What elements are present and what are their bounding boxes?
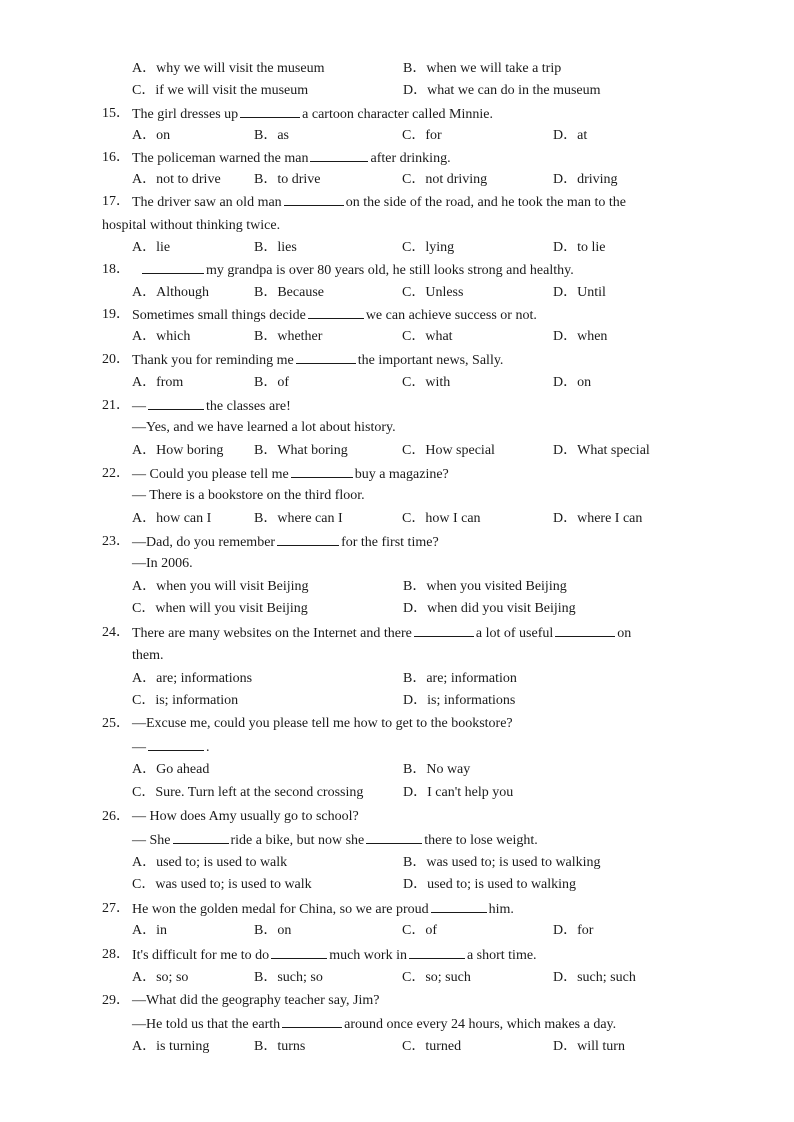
q27-option-a: A．in xyxy=(132,923,167,938)
q24-option-b: B．are; information xyxy=(403,671,517,686)
answer-blank xyxy=(240,103,300,118)
q25-stem xyxy=(0,713,794,735)
q20-options xyxy=(0,372,794,394)
q23-reply-text: —In 2006. xyxy=(132,556,193,571)
q22-option-a: A．how can I xyxy=(132,511,212,526)
q27-option-d: D．for xyxy=(553,923,594,938)
q25-reply-text: — . xyxy=(132,736,210,759)
q29-option-b: B．turns xyxy=(254,1039,306,1054)
q14-option-a: A．why we will visit the museum xyxy=(132,61,325,76)
q26-options-row2 xyxy=(0,874,794,896)
q22-option-c: C．how I can xyxy=(402,511,481,526)
q19-option-a: A．which xyxy=(132,329,191,344)
q24-option-a: A．are; informations xyxy=(132,671,253,686)
q14-options-row2 xyxy=(0,80,794,102)
q29-option-c: C．turned xyxy=(402,1039,462,1054)
q14-options-row1 xyxy=(0,58,794,80)
answer-blank xyxy=(555,622,615,637)
q16-option-d: D．driving xyxy=(553,172,618,187)
q24-option-d: D．is; informations xyxy=(403,693,516,708)
q27-option-c: C．of xyxy=(402,923,437,938)
q27-options xyxy=(0,920,794,942)
q16-option-c: C．not driving xyxy=(402,172,488,187)
q17-stem xyxy=(0,191,794,213)
q17-text-continued: hospital without thinking twice. xyxy=(102,218,281,233)
q20-number: 20． xyxy=(102,352,130,367)
q28-option-a: A．so; so xyxy=(132,970,189,985)
q26-reply-text: — She ride a bike, but now she there to lose weight. xyxy=(132,829,538,852)
q23-number: 23． xyxy=(102,534,130,549)
answer-blank xyxy=(291,463,353,478)
q17-stem-continued xyxy=(0,215,794,237)
q20-text: Thank you for reminding me the important news, Sally. xyxy=(132,349,503,372)
q29-options xyxy=(0,1036,794,1058)
q22-text: — Could you please tell me buy a magazine? xyxy=(132,463,449,486)
q20-option-d: D．on xyxy=(553,375,592,390)
q28-option-c: C．so; such xyxy=(402,970,471,985)
q18-options xyxy=(0,282,794,304)
q28-option-b: B．such; so xyxy=(254,970,323,985)
q26-stem xyxy=(0,806,794,828)
answer-blank xyxy=(284,191,344,206)
q18-number: 18． xyxy=(102,262,130,277)
answer-blank xyxy=(310,147,368,162)
q26-option-d: D．used to; is used to walking xyxy=(403,877,577,892)
q19-stem xyxy=(0,304,794,326)
q17-option-d: D．to lie xyxy=(553,240,606,255)
q23-options-row2 xyxy=(0,598,794,620)
q22-reply-text: — There is a bookstore on the third floor. xyxy=(132,488,365,503)
q21-text: — the classes are! xyxy=(132,395,291,418)
q25-reply xyxy=(0,736,794,758)
q19-options xyxy=(0,326,794,348)
q16-option-b: B．to drive xyxy=(254,172,321,187)
q23-text: —Dad, do you remember for the first time? xyxy=(132,531,439,554)
q18-stem xyxy=(0,259,794,281)
answer-blank xyxy=(148,736,204,751)
q24-stem xyxy=(0,622,794,644)
q22-reply xyxy=(0,485,794,507)
q17-options xyxy=(0,237,794,259)
q27-stem xyxy=(0,898,794,920)
q22-number: 22． xyxy=(102,466,130,481)
q25-number: 25． xyxy=(102,716,130,731)
q23-option-d: D．when did you visit Beijing xyxy=(403,601,576,616)
q28-option-d: D．such; such xyxy=(553,970,636,985)
q21-reply-text: —Yes, and we have learned a lot about history. xyxy=(132,420,396,435)
q16-text: The policeman warned the man after drinking. xyxy=(132,147,451,170)
q22-options xyxy=(0,508,794,530)
answer-blank xyxy=(271,944,327,959)
q27-text: He won the golden medal for China, so we are proud him. xyxy=(132,898,514,921)
q15-options xyxy=(0,125,794,147)
answer-blank xyxy=(277,531,339,546)
q14-option-d: D．what we can do in the museum xyxy=(403,83,601,98)
q25-option-c: C．Sure. Turn left at the second crossing xyxy=(132,785,364,800)
q24-text-continued: them. xyxy=(132,648,164,663)
q14-option-b: B．when we will take a trip xyxy=(403,61,562,76)
q28-number: 28． xyxy=(102,947,130,962)
q18-option-a: A．Although xyxy=(132,285,209,300)
q23-option-b: B．when you visited Beijing xyxy=(403,579,567,594)
q23-option-a: A．when you will visit Beijing xyxy=(132,579,309,594)
q24-options-row1 xyxy=(0,668,794,690)
q25-text: —Excuse me, could you please tell me how to get to the bookstore? xyxy=(132,716,513,731)
q29-stem xyxy=(0,990,794,1012)
q29-number: 29． xyxy=(102,993,130,1008)
q26-options-row1 xyxy=(0,852,794,874)
q25-option-b: B．No way xyxy=(403,762,471,777)
q23-options-row1 xyxy=(0,576,794,598)
q27-number: 27． xyxy=(102,901,130,916)
q21-option-d: D．What special xyxy=(553,443,650,458)
answer-blank xyxy=(148,395,204,410)
q26-reply xyxy=(0,829,794,851)
q28-text: It's difficult for me to do much work in a short time. xyxy=(132,944,537,967)
q27-option-b: B．on xyxy=(254,923,292,938)
q19-number: 19． xyxy=(102,307,130,322)
q16-number: 16． xyxy=(102,150,130,165)
q24-stem-continued xyxy=(0,645,794,667)
q17-text: The driver saw an old man on the side of the road, and he took the man to the xyxy=(132,191,626,214)
q21-stem xyxy=(0,395,794,417)
q21-option-b: B．What boring xyxy=(254,443,348,458)
q18-option-c: C．Unless xyxy=(402,285,464,300)
q15-text: The girl dresses up a cartoon character called Minnie. xyxy=(132,103,493,126)
q15-option-b: B．as xyxy=(254,128,289,143)
answer-blank xyxy=(366,829,422,844)
answer-blank xyxy=(296,349,356,364)
q21-option-c: C．How special xyxy=(402,443,495,458)
q17-option-c: C．lying xyxy=(402,240,455,255)
q21-reply xyxy=(0,417,794,439)
answer-blank xyxy=(173,829,229,844)
q29-text: —What did the geography teacher say, Jim? xyxy=(132,993,380,1008)
q24-option-c: C．is; information xyxy=(132,693,239,708)
q15-number: 15． xyxy=(102,106,130,121)
q26-option-a: A．used to; is used to walk xyxy=(132,855,288,870)
q20-option-c: C．with xyxy=(402,375,451,390)
q29-reply-text: —He told us that the earth around once every 24 hours, which makes a day. xyxy=(132,1013,616,1036)
q25-option-d: D．I can't help you xyxy=(403,785,514,800)
q20-stem xyxy=(0,349,794,371)
q24-text: There are many websites on the Internet and there a lot of useful on xyxy=(132,622,631,645)
answer-blank xyxy=(142,259,204,274)
q26-number: 26． xyxy=(102,809,130,824)
q18-option-d: D．Until xyxy=(553,285,606,300)
q25-options-row1 xyxy=(0,759,794,781)
q19-option-c: C．what xyxy=(402,329,453,344)
q28-options xyxy=(0,967,794,989)
q18-option-b: B．Because xyxy=(254,285,324,300)
q26-option-c: C．was used to; is used to walk xyxy=(132,877,312,892)
q15-option-d: D．at xyxy=(553,128,588,143)
q24-number: 24． xyxy=(102,625,130,640)
q16-option-a: A．not to drive xyxy=(132,172,221,187)
q18-text: my grandpa is over 80 years old, he still looks strong and healthy. xyxy=(140,259,574,282)
q20-option-b: B．of xyxy=(254,375,289,390)
q22-option-b: B．where can I xyxy=(254,511,343,526)
answer-blank xyxy=(409,944,465,959)
q28-stem xyxy=(0,944,794,966)
q19-text: Sometimes small things decide we can achieve success or not. xyxy=(132,304,537,327)
q29-option-d: D．will turn xyxy=(553,1039,625,1054)
q26-text: — How does Amy usually go to school? xyxy=(132,809,359,824)
q15-stem xyxy=(0,103,794,125)
q20-option-a: A．from xyxy=(132,375,184,390)
q25-option-a: A．Go ahead xyxy=(132,762,210,777)
q15-option-a: A．on xyxy=(132,128,171,143)
q29-reply xyxy=(0,1013,794,1035)
answer-blank xyxy=(282,1013,342,1028)
q22-option-d: D．where I can xyxy=(553,511,643,526)
q23-reply xyxy=(0,553,794,575)
q24-options-row2 xyxy=(0,690,794,712)
q21-options xyxy=(0,440,794,462)
q25-options-row2 xyxy=(0,782,794,804)
q16-stem xyxy=(0,147,794,169)
q17-option-b: B．lies xyxy=(254,240,297,255)
q14-option-c: C．if we will visit the museum xyxy=(132,83,309,98)
q19-option-b: B．whether xyxy=(254,329,323,344)
q21-number: 21． xyxy=(102,398,130,413)
answer-blank xyxy=(308,304,364,319)
q15-option-c: C．for xyxy=(402,128,442,143)
q21-option-a: A．How boring xyxy=(132,443,224,458)
q17-number: 17． xyxy=(102,194,130,209)
answer-blank xyxy=(414,622,474,637)
q22-stem xyxy=(0,463,794,485)
q19-option-d: D．when xyxy=(553,329,608,344)
q17-option-a: A．lie xyxy=(132,240,171,255)
q26-option-b: B．was used to; is used to walking xyxy=(403,855,601,870)
q16-options xyxy=(0,169,794,191)
q29-option-a: A．is turning xyxy=(132,1039,210,1054)
q23-option-c: C．when will you visit Beijing xyxy=(132,601,308,616)
answer-blank xyxy=(431,898,487,913)
q23-stem xyxy=(0,531,794,553)
